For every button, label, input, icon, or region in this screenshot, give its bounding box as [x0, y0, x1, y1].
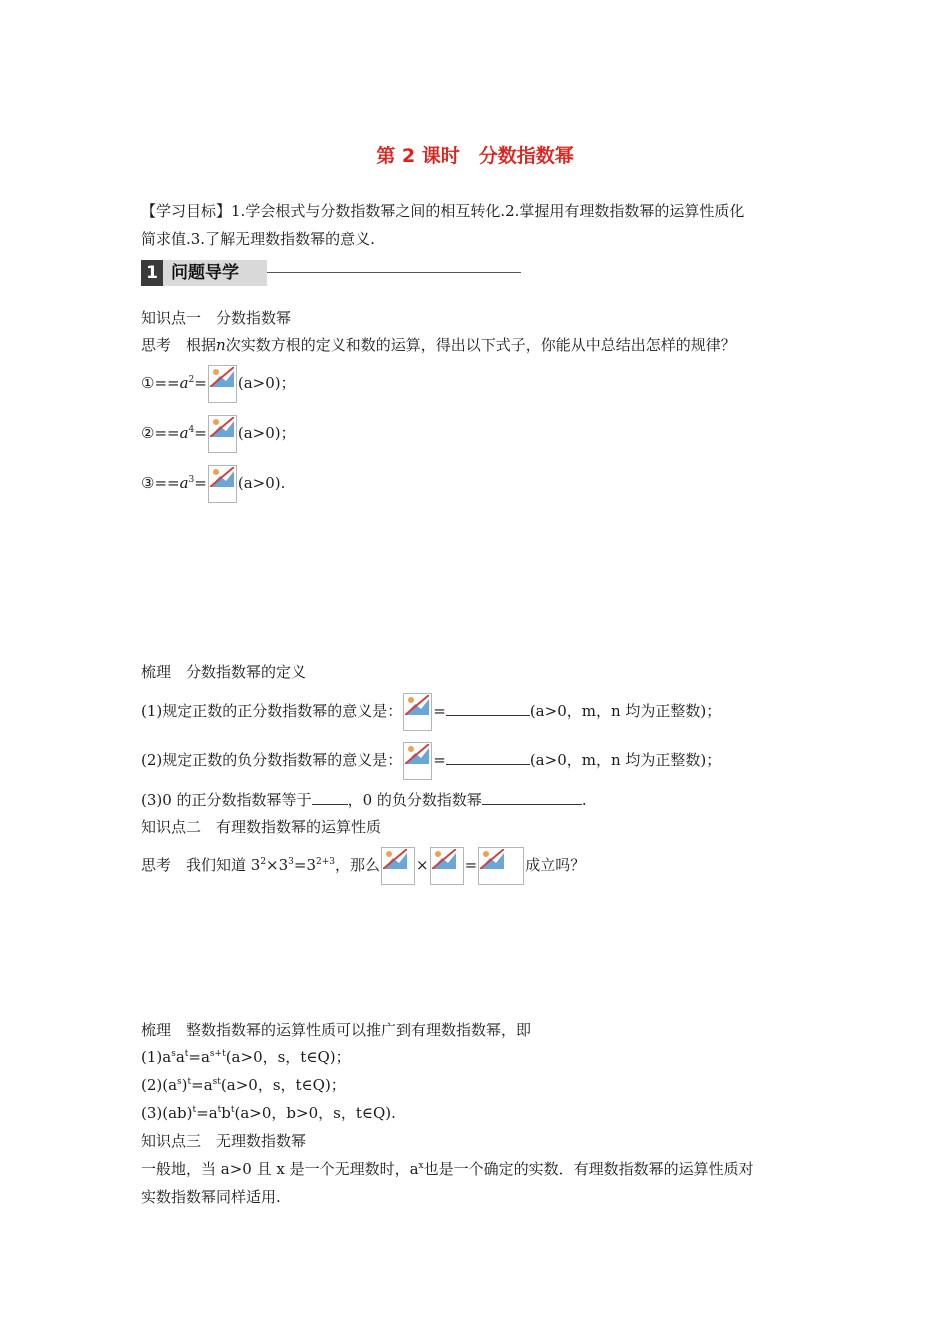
- kp1-definition-2: (2)规定正数的负分数指数幂的意义是： = (a>0，m，n 均为正整数)；: [141, 741, 721, 780]
- formula-image-icon: [208, 465, 237, 503]
- section-header: [141, 260, 521, 286]
- kp1-item-1: $①==a^2=$ (a>0)；: [141, 364, 296, 403]
- formula-image-icon: [208, 415, 237, 453]
- formula-image-icon: [430, 847, 464, 885]
- objectives-tag: 【学习目标】: [141, 202, 232, 220]
- answer-blank[interactable]: [446, 701, 530, 716]
- kp2-heading: 知识点二 有理数指数幂的运算性质: [141, 818, 382, 836]
- kp2-think: 思考 我们知道 $3^2\times 3^3=3^{2+3}$，那么 × = 成立吗？: [141, 846, 585, 885]
- section-number: 1: [141, 260, 163, 286]
- formula-image-icon: [208, 365, 237, 403]
- kp2-rule-2: $(2)(a^s)^t=a^{st}(a>0$，s，t∈Q)；: [141, 1076, 346, 1094]
- kp2-rule-3: $(3)(ab)^t=a^tb^t(a>0$，b>0，s，t∈Q).: [141, 1104, 396, 1122]
- kp1-heading: 知识点一 分数指数幂: [141, 309, 292, 327]
- kp1-item-3: $③==a^3=$ (a>0).: [141, 464, 285, 503]
- kp1-definition-1: (1)规定正数的正分数指数幂的意义是： = (a>0，m，n 均为正整数)；: [141, 692, 721, 731]
- objectives-line-1: 【学习目标】1.学会根式与分数指数幂之间的相互转化.2.掌握用有理数指数幂的运算性质化: [141, 202, 745, 220]
- kp2-summary: 梳理 整数指数幂的运算性质可以推广到有理数指数幂，即: [141, 1021, 532, 1039]
- page-title: 第 2 课时 分数指数幂: [376, 145, 574, 167]
- formula-image-icon: [478, 847, 524, 885]
- kp2-rule-1: $(1)a^sa^t=a^{s+t}(a>0$，s，t∈Q)；: [141, 1048, 351, 1066]
- objectives-line-2: 简求值.3.了解无理数指数幂的意义.: [141, 230, 375, 248]
- answer-blank[interactable]: [446, 750, 530, 765]
- kp1-summary-heading: 梳理 分数指数幂的定义: [141, 663, 307, 681]
- kp1-think: 思考 根据n次实数方根的定义和数的运算，得出以下式子，你能从中总结出怎样的规律？: [141, 336, 736, 354]
- kp3-line-1: 一般地，当 a>0 且 x 是一个无理数时，$a^x$也是一个确定的实数．有理数指数幂的运算性质对: [141, 1160, 754, 1178]
- formula-image-icon: [403, 693, 432, 731]
- section-label: 问题导学: [171, 263, 239, 283]
- kp1-item-2: $②==a^4=$ (a>0)；: [141, 414, 296, 453]
- formula-image-icon: [403, 742, 432, 780]
- answer-blank[interactable]: [312, 790, 348, 805]
- kp1-definition-3: (3)0 的正分数指数幂等于 ，0 的负分数指数幂 .: [141, 791, 587, 809]
- answer-blank[interactable]: [482, 790, 582, 805]
- section-divider: [267, 272, 521, 273]
- kp3-line-2: 实数指数幂同样适用.: [141, 1188, 281, 1206]
- formula-image-icon: [381, 847, 415, 885]
- kp3-heading: 知识点三 无理数指数幂: [141, 1132, 307, 1150]
